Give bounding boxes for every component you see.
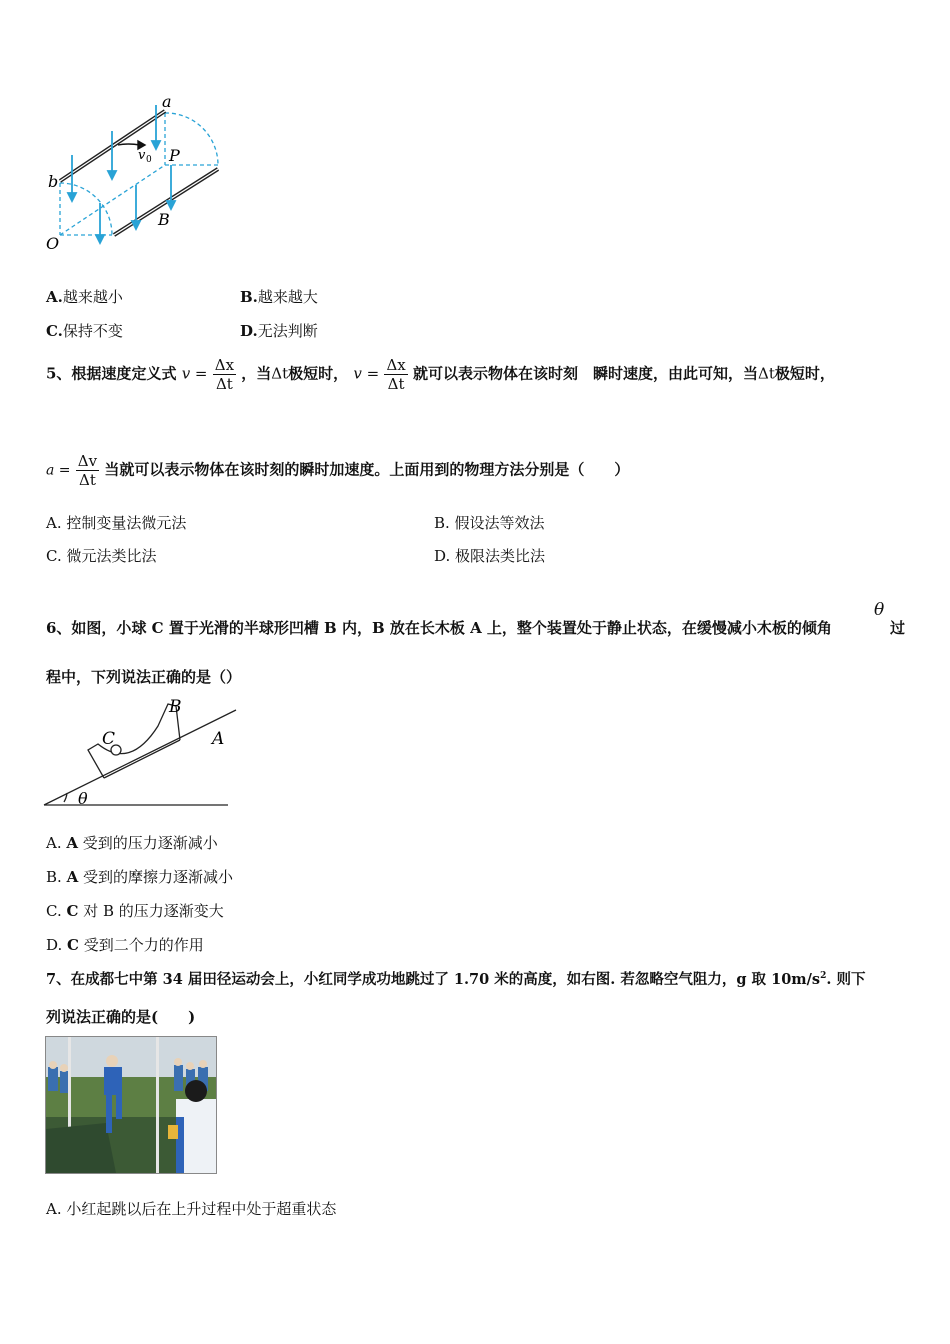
- q5-line2-text: 当就可以表示物体在该时刻的瞬时加速度。上面用到的物理方法分别是（ ）: [104, 460, 630, 479]
- label-v0-sub: 0: [146, 155, 152, 165]
- q5-option-b[interactable]: B. 假设法等效法: [434, 514, 545, 532]
- label-a: a: [162, 95, 172, 111]
- q7-sup: 2: [820, 971, 827, 982]
- q5-option-d[interactable]: D. 极限法类比法: [434, 547, 546, 565]
- q5-dt2: Δt: [758, 364, 775, 383]
- q5-f1-lhs: v =: [181, 364, 208, 383]
- q4-option-b-text: 越来越大: [257, 288, 318, 306]
- q6-option-a-text: 受到的压力逐渐减小: [78, 834, 218, 852]
- label-B: B: [169, 697, 182, 717]
- q5-mid2: 极短时，: [288, 364, 349, 383]
- q6-option-b-letter: B.: [46, 868, 67, 886]
- q6-line1-text: 6、如图，小球 C 置于光滑的半球形凹槽 B 内，B 放在长木板 A 上，整个装置处于静止状态，在缓慢减小木板的倾角: [46, 619, 832, 637]
- q5-f3-lhs: a =: [46, 462, 71, 479]
- q4-option-b[interactable]: [240, 286, 318, 307]
- q5-f2-den: Δt: [387, 375, 405, 393]
- q4-option-a-text: 越来越小: [62, 288, 123, 306]
- q6-option-b-text: 受到的摩擦力逐渐减小: [78, 868, 233, 886]
- q6-option-a[interactable]: [46, 832, 218, 853]
- q6-line1-end: 过: [890, 619, 906, 637]
- q6-option-d[interactable]: [46, 934, 204, 955]
- q5-option-a[interactable]: A. 控制变量法微元法: [46, 514, 187, 532]
- q4-option-c-letter: C.: [46, 322, 63, 340]
- arc-bottom: [60, 183, 112, 235]
- rails-diagram: [40, 95, 240, 255]
- incline-diagram: [40, 692, 250, 812]
- q6-theta: θ: [874, 600, 885, 620]
- q5-formula-2: [384, 356, 407, 393]
- q6-option-d-text: 受到二个力的作用: [78, 936, 204, 954]
- label-C: C: [102, 729, 116, 749]
- q6-option-c-letter: C.: [46, 902, 67, 920]
- q6-line-2: 程中，下列说法正确的是（）: [46, 668, 242, 686]
- label-B: B: [158, 210, 170, 229]
- q4-option-a-letter: A.: [46, 288, 63, 306]
- q4-option-d-letter: D.: [240, 322, 258, 340]
- board-A: [44, 710, 236, 805]
- label-b: b: [48, 172, 59, 191]
- q6-option-d-letter: D.: [46, 936, 68, 954]
- q5-f1-den: Δt: [215, 375, 233, 393]
- q4-option-b-letter: B.: [240, 288, 258, 306]
- label-theta: θ: [78, 789, 88, 808]
- q4-option-d[interactable]: [240, 320, 318, 341]
- q5-formula-3: [76, 452, 99, 489]
- q7-line-1: [46, 968, 865, 989]
- label-v0: v: [138, 148, 146, 163]
- figure-rails-field: [40, 95, 240, 255]
- q5-formula-1: [213, 356, 236, 393]
- photo-scene: [46, 1037, 216, 1173]
- q5-line-2: [46, 452, 629, 489]
- q6-option-c-bold: C: [66, 902, 79, 920]
- q6-option-a-bold: A: [66, 834, 79, 852]
- q5-f2-num: Δx: [386, 356, 406, 374]
- high-jump-photo: [45, 1036, 217, 1174]
- q5-f1-num: Δx: [214, 356, 235, 374]
- q5-dt1: Δt: [271, 364, 289, 383]
- q5-prefix: 5、根据速度定义式: [46, 364, 177, 383]
- label-O: O: [46, 234, 60, 253]
- q4-option-d-text: 无法判断: [257, 322, 318, 340]
- q7-line-2: 列说法正确的是( ): [46, 1008, 196, 1026]
- q5-line-1: [46, 356, 916, 393]
- q5-mid1: ，当: [241, 364, 272, 383]
- q5-f2-lhs: v =: [353, 364, 380, 383]
- q6-option-c-text: 对 B 的压力逐渐变大: [78, 902, 224, 920]
- q7-line1-text: 7、在成都七中第 34 届田径运动会上，小红同学成功地跳过了 1.70 米的高度，如右图. 若忽略空气阻力，g 取 10m/s: [46, 971, 821, 988]
- q5-mid3: 就可以表示物体在该时刻 瞬时速度，由此可知，当: [412, 364, 758, 383]
- label-A: A: [212, 729, 225, 749]
- q4-option-c[interactable]: [46, 320, 123, 341]
- q5-mid4: 极短时，: [774, 364, 835, 383]
- q4-option-c-text: 保持不变: [62, 322, 123, 340]
- q6-option-d-bold: C: [67, 936, 79, 954]
- q5-option-c[interactable]: C. 微元法类比法: [46, 547, 157, 565]
- q6-option-b-bold: A: [66, 868, 79, 886]
- q4-option-a[interactable]: [46, 286, 123, 307]
- q5-f3-num: Δv: [77, 452, 98, 470]
- q6-option-b[interactable]: [46, 866, 233, 887]
- figure-incline: [40, 692, 250, 812]
- q6-line-1: [46, 617, 832, 638]
- q5-f3-den: Δt: [78, 471, 96, 489]
- q6-option-a-letter: A.: [46, 834, 67, 852]
- q7-option-a[interactable]: A. 小红起跳以后在上升过程中处于超重状态: [46, 1200, 337, 1218]
- q7-line1-end: . 则下: [826, 971, 866, 988]
- q6-option-c[interactable]: [46, 900, 224, 921]
- label-P: P: [169, 146, 180, 165]
